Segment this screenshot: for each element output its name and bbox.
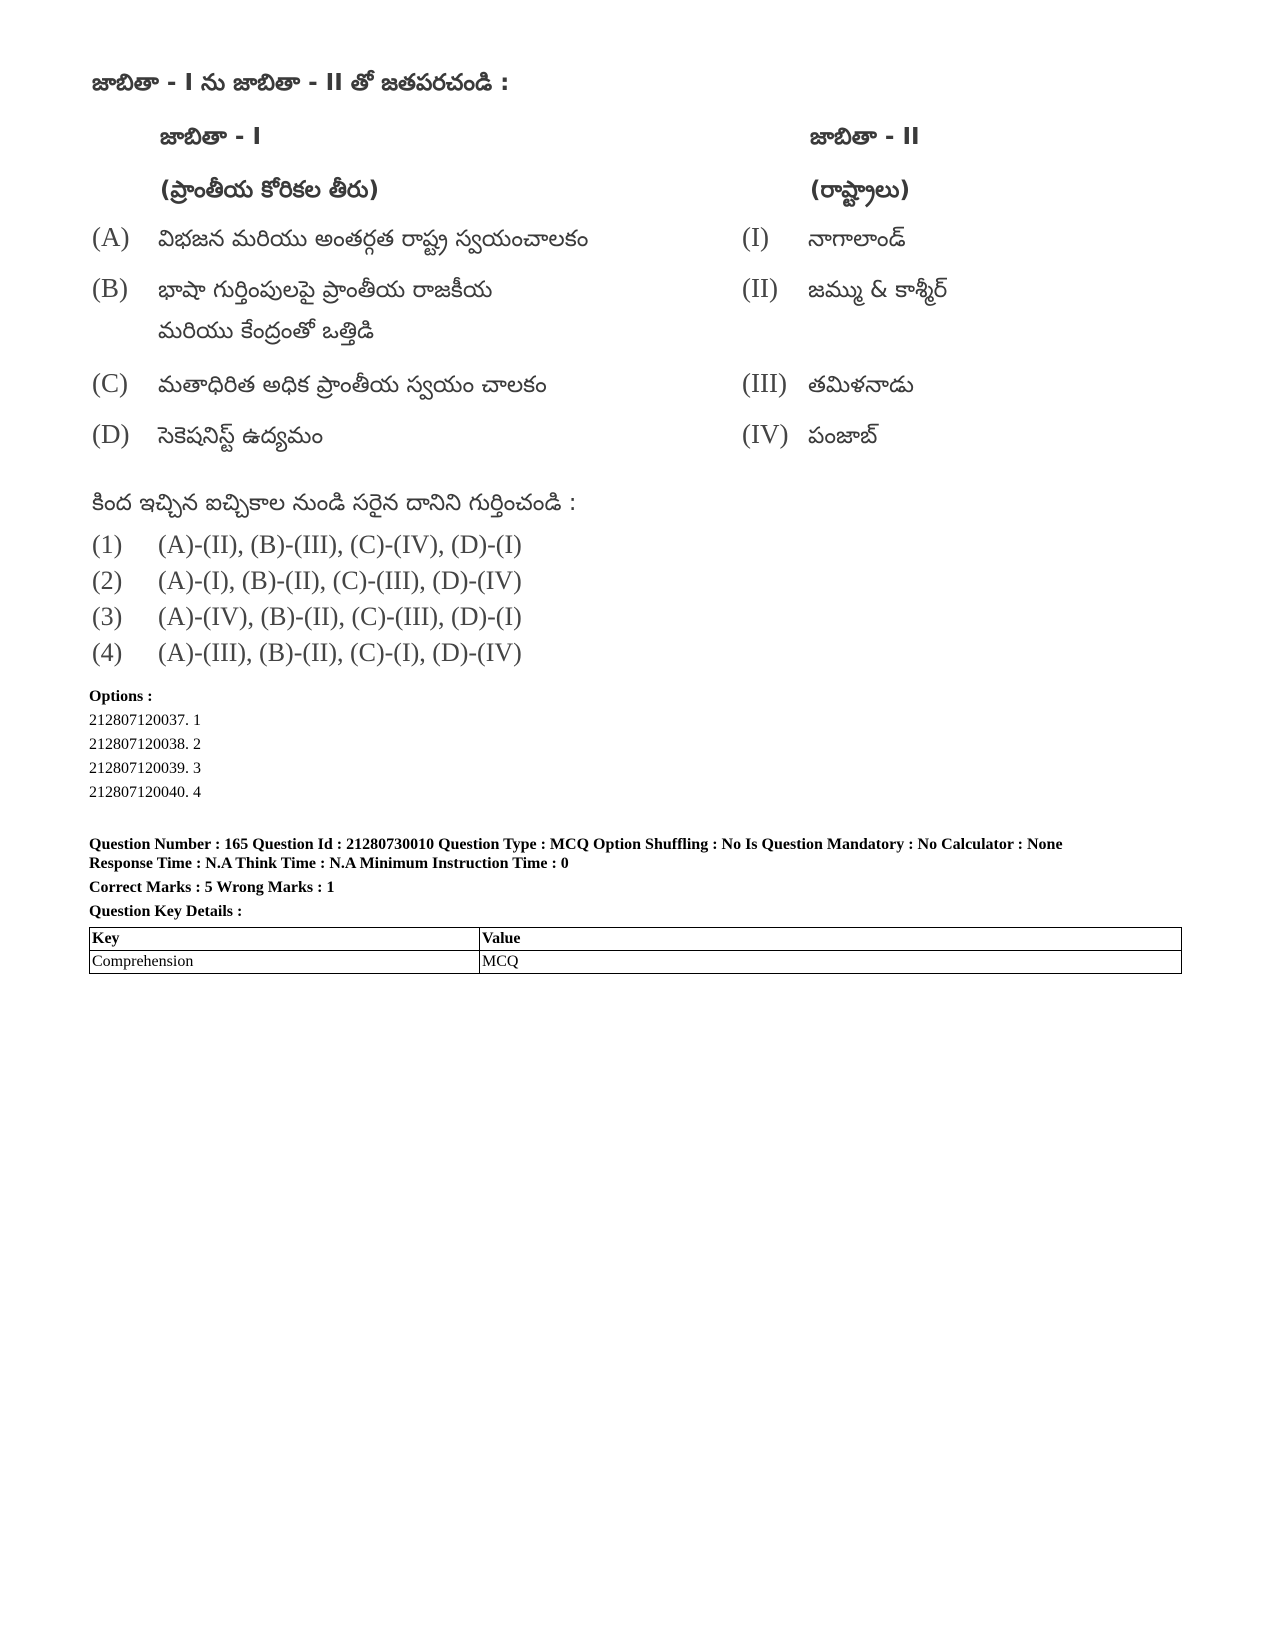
list2-item-i xyxy=(742,222,906,258)
list2-subtitle: (రాష్ట్రాలు) xyxy=(810,177,910,203)
choice-text: (A)-(IV), (B)-(II), (C)-(III), (D)-(I) xyxy=(158,602,522,631)
choice-3 xyxy=(92,602,522,632)
list1-item-d xyxy=(92,419,323,455)
table-header-row xyxy=(90,928,1182,951)
list1-item-b-continuation: మరియు కేంద్రంతో ఒత్తిడి xyxy=(158,318,374,344)
option-item: 212807120039. 3 xyxy=(89,760,201,777)
list1-title: జాబితా - I xyxy=(160,124,262,150)
key-details-table xyxy=(89,927,1182,974)
choice-tag: (3) xyxy=(92,602,123,631)
list2-item-tag: (IV) xyxy=(742,419,789,449)
list2-item-text: తమిళనాడు xyxy=(808,372,914,398)
question-instruction: జాబితా - I ను జాబితా - II తో జతపరచండి : xyxy=(92,70,510,96)
list1-item-text: విభజన మరియు అంతర్గత రాష్ట్ర స్వయంచాలకం xyxy=(158,226,589,252)
list2-title: జాబితా - II xyxy=(810,124,920,150)
list2-item-iii xyxy=(742,368,914,404)
list2-item-text: జమ్ము & కాశ్మీర్ xyxy=(808,277,948,303)
choice-2 xyxy=(92,566,522,596)
list2-item-tag: (III) xyxy=(742,368,787,398)
question-image xyxy=(92,60,992,680)
option-item: 212807120037. 1 xyxy=(89,712,201,729)
question-meta-timing: Response Time : N.A Think Time : N.A Minimum Instruction Time : 0 xyxy=(89,855,569,872)
option-item: 212807120038. 2 xyxy=(89,736,201,753)
key-details-title: Question Key Details : xyxy=(89,903,243,920)
options-title: Options : xyxy=(89,688,153,705)
list2-item-text: నాగాలాండ్ xyxy=(808,226,906,252)
list1-subtitle: (ప్రాంతీయ కోరికల తీరు) xyxy=(160,177,380,203)
table-cell-value: MCQ xyxy=(480,951,1182,974)
list1-item-text: సెకెషనిస్ట్ ఉద్యమం xyxy=(158,423,324,449)
list1-item-text: మతాధిరిత అధిక ప్రాంతీయ స్వయం చాలకం xyxy=(158,372,547,398)
list1-item-b xyxy=(92,273,493,309)
question-meta-line: Question Number : 165 Question Id : 21280730010 Question Type : MCQ Option Shuffling : No Is Question Mandatory : No Calculator : None xyxy=(89,836,1063,853)
list1-item-a xyxy=(92,222,588,258)
list1-item-tag: (D) xyxy=(92,419,130,449)
list2-item-tag: (II) xyxy=(742,273,778,303)
list1-item-text: భాషా గుర్తింపులపై ప్రాంతీయ రాజకీయ xyxy=(158,277,493,303)
table-header-key: Key xyxy=(90,928,480,951)
list1-item-tag: (C) xyxy=(92,368,128,398)
list1-item-tag: (A) xyxy=(92,222,130,252)
list1-item-c xyxy=(92,368,547,404)
choice-text: (A)-(I), (B)-(II), (C)-(III), (D)-(IV) xyxy=(158,566,522,595)
table-row xyxy=(90,951,1182,974)
list2-item-ii xyxy=(742,273,947,309)
choice-text: (A)-(III), (B)-(II), (C)-(I), (D)-(IV) xyxy=(158,638,522,667)
choice-prompt: కింద ఇచ్చిన ఐచ్చికాల నుండి సరైన దానిని గుర్తించండి : xyxy=(92,490,577,516)
list2-item-iv xyxy=(742,419,877,455)
table-cell-key: Comprehension xyxy=(90,951,480,974)
list2-item-text: పంజాబ్ xyxy=(808,423,878,449)
choice-tag: (1) xyxy=(92,530,123,559)
choice-text: (A)-(II), (B)-(III), (C)-(IV), (D)-(I) xyxy=(158,530,522,559)
option-item: 212807120040. 4 xyxy=(89,784,201,801)
choice-tag: (2) xyxy=(92,566,123,595)
list1-item-tag: (B) xyxy=(92,273,128,303)
choice-tag: (4) xyxy=(92,638,123,667)
choice-1 xyxy=(92,530,522,560)
table-header-value: Value xyxy=(480,928,1182,951)
choice-4 xyxy=(92,638,522,668)
list2-item-tag: (I) xyxy=(742,222,769,252)
question-marks: Correct Marks : 5 Wrong Marks : 1 xyxy=(89,879,335,896)
